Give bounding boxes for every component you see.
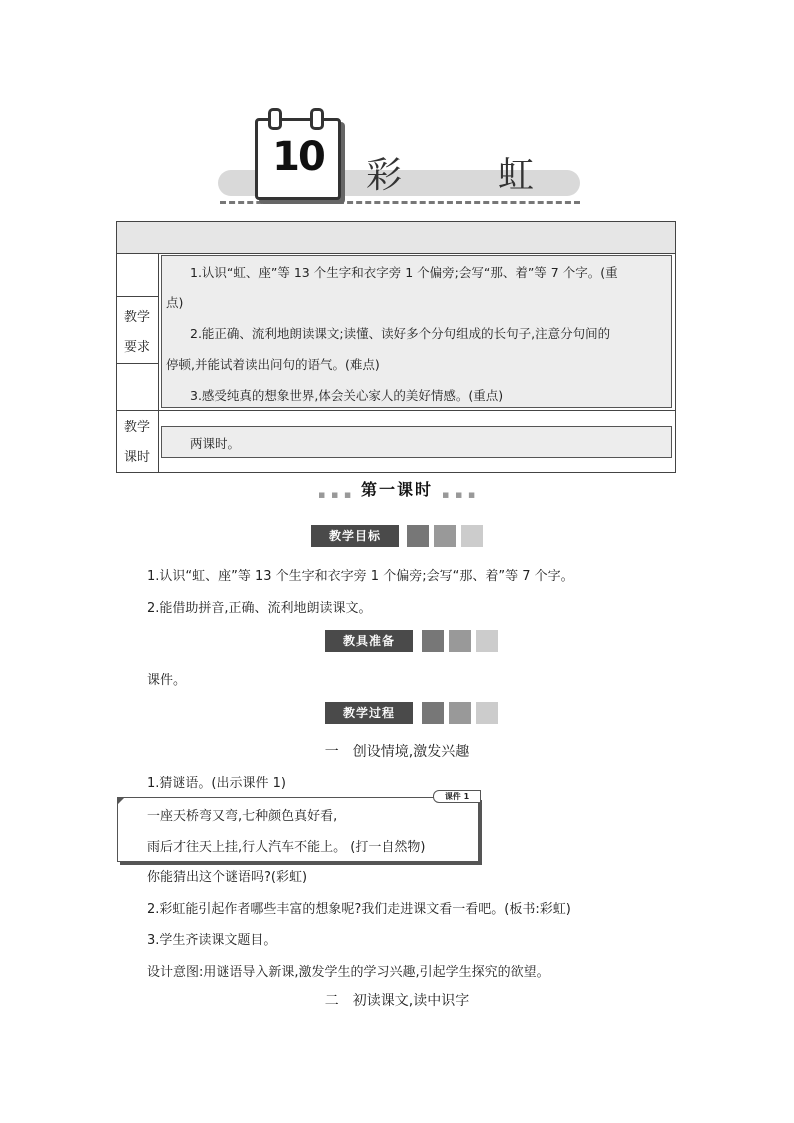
- step-item: 3.学生齐读课文题目。: [147, 933, 277, 948]
- section-heading: 第一课时: [360, 480, 433, 499]
- hours-value: 两课时。: [190, 436, 241, 451]
- requirements-label-1: 教学: [123, 310, 150, 325]
- step-item: 2.彩虹能引起作者哪些丰富的想象呢?我们走进课文看一看吧。(板书:彩虹): [147, 902, 571, 917]
- requirement-line: 2.能正确、流利地朗读课文;读懂、读好多个分句组成的长句子,注意分句间的: [190, 326, 611, 341]
- goal-item: 1.认识“虹、座”等 13 个生字和衣字旁 1 个偏旁;会写“那、着”等 7 个字。: [147, 569, 574, 584]
- requirements-label-2: 要求: [123, 340, 150, 355]
- step-title: 二 初读课文,读中识字: [324, 993, 470, 1009]
- title-dashed-divider: [220, 201, 580, 204]
- heading-decoration: ▪ ▪ ▪: [318, 488, 353, 501]
- lesson-title-char-2: 虹: [498, 155, 535, 196]
- goals-label: 教学目标: [311, 525, 399, 547]
- courseware-tag: 课件 1: [433, 790, 481, 803]
- riddle-line: 雨后才往天上挂,行人汽车不能上。 (打一自然物): [147, 840, 426, 855]
- design-intent: 设计意图:用谜语导入新课,激发学生的学习兴趣,引起学生探究的欲望。: [147, 965, 550, 980]
- riddle-intro: 1.猜谜语。(出示课件 1): [147, 776, 286, 791]
- decor-square: [476, 630, 498, 652]
- calendar-ring-icon: [268, 108, 282, 130]
- requirement-line: 1.认识“虹、座”等 13 个生字和衣字旁 1 个偏旁;会写“那、着”等 7 个字。(重: [190, 265, 618, 280]
- heading-decoration: ▪ ▪ ▪: [442, 488, 477, 501]
- hours-label-2: 课时: [123, 450, 150, 465]
- tools-value: 课件。: [147, 673, 187, 688]
- goal-item: 2.能借助拼音,正确、流利地朗读课文。: [147, 601, 372, 616]
- lesson-number: 10: [272, 134, 324, 180]
- riddle-question: 你能猜出这个谜语吗?(彩虹): [147, 870, 308, 885]
- table-header-row: [117, 222, 675, 254]
- decor-square: [449, 702, 471, 724]
- decor-square: [461, 525, 483, 547]
- requirement-line: 点): [166, 295, 184, 310]
- process-label: 教学过程: [325, 702, 413, 724]
- table-row-divider: [117, 410, 675, 411]
- requirement-line: 停顿,并能试着读出问句的语气。(难点): [166, 357, 380, 372]
- step-title: 一 创设情境,激发兴趣: [324, 744, 470, 760]
- tools-label: 教具准备: [325, 630, 413, 652]
- decor-square: [434, 525, 456, 547]
- riddle-box-corner: [117, 797, 125, 805]
- side-divider: [117, 363, 159, 364]
- side-divider: [117, 296, 159, 297]
- decor-square: [422, 630, 444, 652]
- riddle-line: 一座天桥弯又弯,七种颜色真好看,: [147, 809, 338, 824]
- lesson-title-char-1: 彩: [366, 155, 403, 196]
- decor-square: [449, 630, 471, 652]
- decor-square: [407, 525, 429, 547]
- requirement-line: 3.感受纯真的想象世界,体会关心家人的美好情感。(重点): [190, 388, 504, 403]
- hours-label-1: 教学: [123, 420, 150, 435]
- decor-square: [476, 702, 498, 724]
- calendar-ring-icon: [310, 108, 324, 130]
- decor-square: [422, 702, 444, 724]
